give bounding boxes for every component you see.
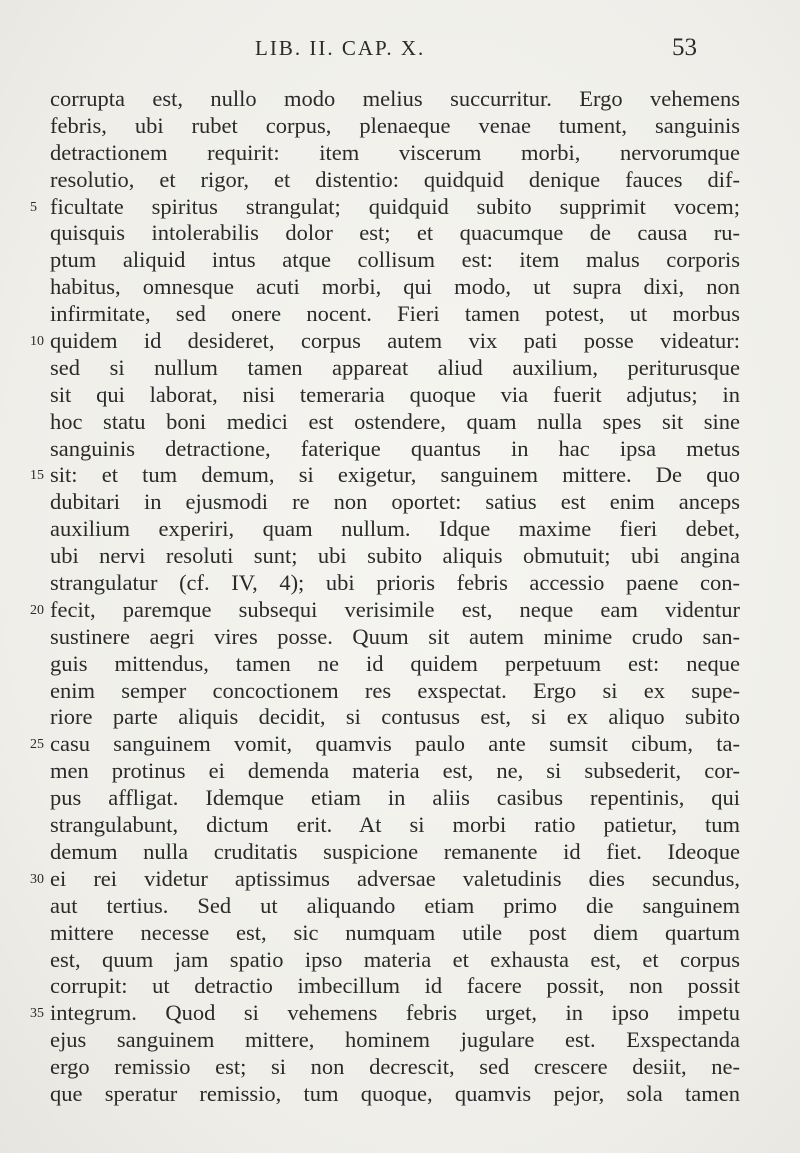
line-text: sit: et tum demum, si exigetur, sanguinem mittere. De quo bbox=[50, 462, 740, 488]
text-line bbox=[0, 328, 800, 355]
line-text: corrupit: ut detractio imbecillum id facere possit, non possit bbox=[50, 973, 740, 999]
line-text: casu sanguinem vomit, quamvis paulo ante sumsit cibum, ta- bbox=[50, 731, 740, 757]
line-text: ficultate spiritus strangulat; quidquid subito supprimit vocem; bbox=[50, 193, 740, 219]
text-line bbox=[0, 140, 800, 167]
text-line bbox=[0, 1027, 800, 1054]
line-text: ubi nervi resoluti sunt; ubi subito aliquis obmutuit; ubi angina bbox=[50, 543, 740, 569]
line-text: quisquis intolerabilis dolor est; et quacumque de causa ru- bbox=[50, 220, 740, 246]
line-text: dubitari in ejusmodi re non oportet: satius est enim anceps bbox=[50, 489, 740, 515]
text-line bbox=[0, 812, 800, 839]
text-line bbox=[0, 704, 800, 731]
text-line bbox=[0, 678, 800, 705]
text-line bbox=[0, 355, 800, 382]
text-line bbox=[0, 86, 800, 113]
line-text: strangulabunt, dictum erit. At si morbi ratio patietur, tum bbox=[50, 812, 740, 838]
line-text: riore parte aliquis decidit, si contusus est, si ex aliquo subito bbox=[50, 704, 740, 730]
running-title: LIB. II. CAP. X. bbox=[255, 36, 426, 60]
text-line bbox=[0, 516, 800, 543]
line-text: corrupta est, nullo modo melius succurritur. Ergo vehemens bbox=[50, 86, 740, 111]
line-text: hoc statu boni medici est ostendere, quam nulla spes sit sine bbox=[50, 408, 740, 434]
line-text: pus affligat. Idemque etiam in aliis casibus repentinis, qui bbox=[50, 785, 740, 811]
body-text bbox=[0, 86, 800, 1108]
line-text: enim semper concoctionem res exspectat. Ergo si ex supe- bbox=[50, 677, 740, 703]
text-line bbox=[0, 597, 800, 624]
text-line bbox=[0, 489, 800, 516]
line-text: detractionem requirit: item viscerum morbi, nervorumque bbox=[50, 139, 740, 165]
text-line bbox=[0, 220, 800, 247]
line-text: men protinus ei demenda materia est, ne, si subsederit, cor- bbox=[50, 758, 740, 784]
text-line bbox=[0, 651, 800, 678]
text-line bbox=[0, 436, 800, 463]
page-number: 53 bbox=[672, 34, 697, 61]
text-line bbox=[0, 462, 800, 489]
line-text: ergo remissio est; si non decrescit, sed crescere desiit, ne- bbox=[50, 1054, 740, 1080]
line-text: sit qui laborat, nisi temeraria quoque via fuerit adjutus; in bbox=[50, 381, 740, 407]
text-line bbox=[0, 920, 800, 947]
line-text: que speratur remissio, tum quoque, quamvis pejor, sola tamen bbox=[50, 1080, 740, 1106]
text-line bbox=[0, 624, 800, 651]
line-text: febris, ubi rubet corpus, plenaeque venae tument, sanguinis bbox=[50, 112, 740, 138]
text-line bbox=[0, 274, 800, 301]
line-number: 25 bbox=[30, 737, 44, 753]
line-text: sustinere aegri vires posse. Quum sit autem minime crudo san- bbox=[50, 623, 740, 649]
line-text: ejus sanguinem mittere, hominem jugulare est. Exspectanda bbox=[50, 1027, 740, 1053]
line-text: resolutio, et rigor, et distentio: quidquid denique fauces dif- bbox=[50, 166, 740, 192]
text-line bbox=[0, 1000, 800, 1027]
text-line bbox=[0, 947, 800, 974]
text-line bbox=[0, 758, 800, 785]
line-text: sed si nullum tamen appareat aliud auxilium, periturusque bbox=[50, 354, 740, 380]
line-text: infirmitate, sed onere nocent. Fieri tamen potest, ut morbus bbox=[50, 301, 740, 327]
line-text: quidem id desideret, corpus autem vix pati posse videatur: bbox=[50, 328, 740, 354]
line-text: integrum. Quod si vehemens febris urget, in ipso impetu bbox=[50, 1000, 740, 1026]
line-text: habitus, omnesque acuti morbi, qui modo, ut supra dixi, non bbox=[50, 274, 740, 300]
text-line bbox=[0, 301, 800, 328]
line-text: guis mittendus, tamen ne id quidem perpetuum est: neque bbox=[50, 650, 740, 676]
text-line bbox=[0, 893, 800, 920]
line-number: 15 bbox=[30, 468, 44, 484]
text-line bbox=[0, 247, 800, 274]
text-line bbox=[0, 382, 800, 409]
line-text: sanguinis detractione, faterique quantus in hac ipsa metus bbox=[50, 435, 740, 461]
text-line bbox=[0, 570, 800, 597]
text-line bbox=[0, 731, 800, 758]
line-text: strangulatur (cf. IV, 4); ubi prioris febris accessio paene con- bbox=[50, 570, 740, 596]
line-text: fecit, paremque subsequi verisimile est, neque eam videntur bbox=[50, 596, 740, 622]
line-text: ptum aliquid intus atque collisum est: item malus corporis bbox=[50, 247, 740, 273]
text-line bbox=[0, 113, 800, 140]
line-text: auxilium experiri, quam nullum. Idque maxime fieri debet, bbox=[50, 516, 740, 542]
text-line bbox=[0, 409, 800, 436]
text-line bbox=[0, 839, 800, 866]
text-line bbox=[0, 1054, 800, 1081]
line-number: 5 bbox=[30, 199, 37, 215]
line-text: mittere necesse est, sic numquam utile post diem quartum bbox=[50, 919, 740, 945]
text-line bbox=[0, 543, 800, 570]
line-number: 35 bbox=[30, 1006, 44, 1022]
running-head bbox=[0, 30, 800, 70]
line-number: 30 bbox=[30, 871, 44, 887]
line-text: ei rei videtur aptissimus adversae valetudinis dies secundus, bbox=[50, 865, 740, 891]
text-line bbox=[0, 1081, 800, 1108]
text-line bbox=[0, 167, 800, 194]
text-line bbox=[0, 866, 800, 893]
text-line bbox=[0, 194, 800, 221]
line-number: 20 bbox=[30, 602, 44, 618]
text-line bbox=[0, 973, 800, 1000]
line-text: demum nulla cruditatis suspicione remanente id fiet. Ideoque bbox=[50, 838, 740, 864]
line-number: 10 bbox=[30, 334, 44, 350]
line-text: aut tertius. Sed ut aliquando etiam primo die sanguinem bbox=[50, 892, 740, 918]
text-line bbox=[0, 785, 800, 812]
line-text: est, quum jam spatio ipso materia et exhausta est, et corpus bbox=[50, 946, 740, 972]
